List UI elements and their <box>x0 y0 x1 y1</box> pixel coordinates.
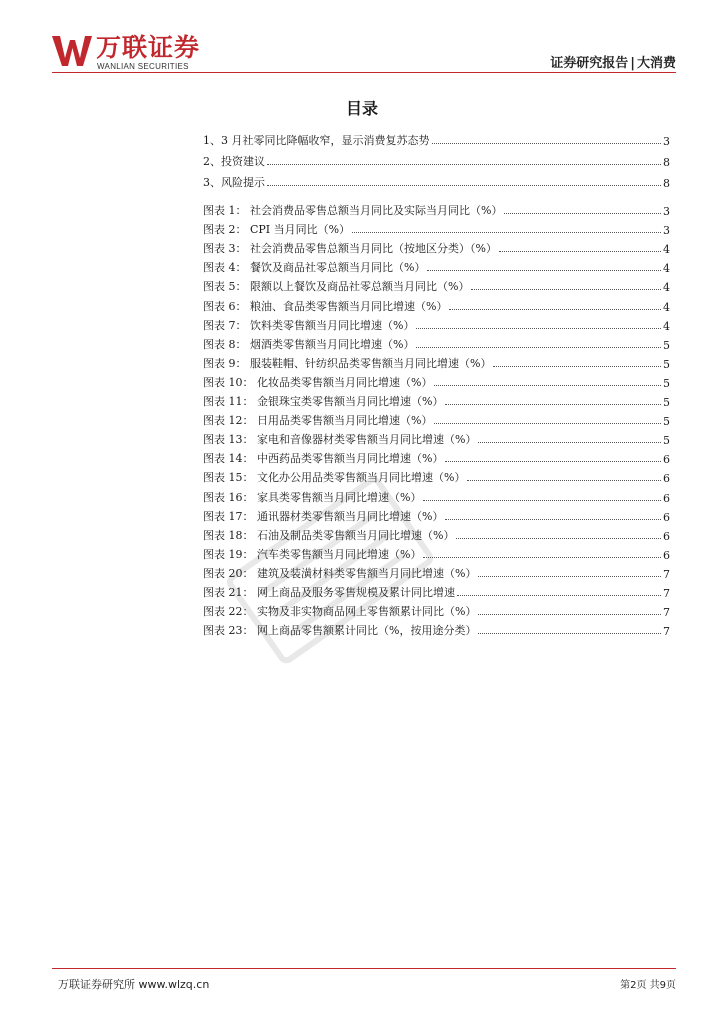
figure-leader-dots <box>478 442 661 443</box>
toc-entry[interactable] <box>203 127 670 148</box>
figure-leader-dots <box>434 385 661 386</box>
figure-entry-label: 图表 12： 日用品类零售额当月同比增速（%） <box>203 414 433 428</box>
figure-leader-dots <box>456 538 661 539</box>
figure-entry-label: 图表 8： 烟酒类零售额当月同比增速（%） <box>203 337 415 351</box>
figure-entry-label: 图表 20： 建筑及装潢材料类零售额当月同比增速（%） <box>203 566 477 580</box>
figure-entry-label: 图表 11： 金银珠宝类零售额当月同比增速（%） <box>203 395 444 409</box>
figure-leader-dots <box>478 614 661 615</box>
header-divider <box>52 72 676 73</box>
figure-leader-dots <box>467 480 661 481</box>
figure-entry-page: 3 <box>663 224 670 238</box>
figure-entry[interactable] <box>203 562 670 581</box>
figure-entry-page: 4 <box>663 300 670 314</box>
figure-entry-page: 4 <box>663 243 670 257</box>
figure-entry-page: 4 <box>663 281 670 295</box>
figure-leader-dots <box>416 328 661 329</box>
figure-entry-page: 6 <box>663 510 670 524</box>
figure-entry-label: 图表 15： 文化办公用品类零售额当月同比增速（%） <box>203 471 466 485</box>
figure-leader-dots <box>445 404 661 405</box>
figure-entry[interactable] <box>203 199 670 218</box>
toc-entry-page: 3 <box>663 135 670 148</box>
figure-leader-dots <box>449 309 661 310</box>
figure-entry-page: 7 <box>663 567 670 581</box>
figure-entry[interactable] <box>203 237 670 256</box>
figure-entry[interactable] <box>203 505 670 524</box>
figure-entry[interactable] <box>203 352 670 371</box>
figure-entry-page: 4 <box>663 262 670 276</box>
figure-list <box>203 199 670 638</box>
figure-entry[interactable] <box>203 543 670 562</box>
figure-entry[interactable] <box>203 600 670 619</box>
figure-entry-page: 5 <box>663 357 670 371</box>
figure-leader-dots <box>352 232 661 233</box>
figure-entry[interactable] <box>203 485 670 504</box>
figure-entry-label: 图表 1： 社会消费品零售总额当月同比及实际当月同比（%） <box>203 204 503 218</box>
figure-leader-dots <box>504 213 661 214</box>
figure-entry[interactable] <box>203 256 670 275</box>
figure-entry[interactable] <box>203 466 670 485</box>
figure-entry-page: 5 <box>663 376 670 390</box>
figure-leader-dots <box>445 461 661 462</box>
toc-leader-dots <box>267 185 661 186</box>
figure-entry-label: 图表 6： 粮油、食品类零售额当月同比增速（%） <box>203 299 448 313</box>
figure-entry-page: 5 <box>663 415 670 429</box>
figure-entry-label: 图表 2： CPI 当月同比（%） <box>203 223 351 237</box>
figure-entry[interactable] <box>203 428 670 447</box>
toc-leader-dots <box>432 143 662 144</box>
figure-entry-page: 6 <box>663 491 670 505</box>
toc-entry-label: 1、3 月社零同比降幅收窄，显示消费复苏态势 <box>203 134 430 147</box>
figure-entry[interactable] <box>203 294 670 313</box>
figure-entry[interactable] <box>203 447 670 466</box>
figure-entry-page: 4 <box>663 319 670 333</box>
figure-leader-dots <box>416 347 661 348</box>
figure-entry-label: 图表 23： 网上商品零售额累计同比（%，按用途分类） <box>203 624 477 638</box>
figure-entry[interactable] <box>203 619 670 638</box>
report-sector: 大消费 <box>636 56 676 71</box>
figure-entry-label: 图表 16： 家具类零售额当月同比增速（%） <box>203 490 422 504</box>
figure-entry[interactable] <box>203 218 670 237</box>
figure-entry-page: 5 <box>663 396 670 410</box>
figure-leader-dots <box>445 519 661 520</box>
footer-company-site: 万联证券研究所 www.wlzq.cn <box>58 978 210 991</box>
figure-entry[interactable] <box>203 390 670 409</box>
header-report-info <box>550 52 676 71</box>
figure-entry-page: 6 <box>663 548 670 562</box>
figure-entry-label: 图表 22： 实物及非实物商品网上零售额累计同比（%） <box>203 605 477 619</box>
toc-entry[interactable] <box>203 169 670 190</box>
figure-entry-page: 7 <box>663 606 670 620</box>
page-header <box>52 34 676 74</box>
header-separator: | <box>630 56 635 71</box>
report-type: 证券研究报告 <box>550 56 629 71</box>
figure-entry-label: 图表 14： 中西药品类零售额当月同比增速（%） <box>203 452 444 466</box>
figure-entry-page: 6 <box>663 529 670 543</box>
figure-leader-dots <box>427 270 661 271</box>
figure-leader-dots <box>493 366 661 367</box>
logo-cn-text: 万联证券 <box>96 33 201 62</box>
toc-leader-dots <box>267 164 661 165</box>
toc-entry-page: 8 <box>663 156 670 169</box>
figure-entry-label: 图表 21： 网上商品及服务零售规模及累计同比增速 <box>203 585 455 599</box>
figure-entry[interactable] <box>203 314 670 333</box>
figure-entry-page: 5 <box>663 338 670 352</box>
figure-entry[interactable] <box>203 333 670 352</box>
toc-entry[interactable] <box>203 148 670 169</box>
figure-entry-label: 图表 19： 汽车类零售额当月同比增速（%） <box>203 547 422 561</box>
figure-entry[interactable] <box>203 581 670 600</box>
toc-entry-label: 3、风险提示 <box>203 176 265 189</box>
figure-entry-label: 图表 9： 服装鞋帽、针纺织品类零售额当月同比增速（%） <box>203 356 492 370</box>
figure-entry-page: 7 <box>663 586 670 600</box>
figure-entry-label: 图表 4： 餐饮及商品社零总额当月同比（%） <box>203 261 426 275</box>
figure-entry-page: 5 <box>663 434 670 448</box>
figure-entry-label: 图表 13： 家电和音像器材类零售额当月同比增速（%） <box>203 433 477 447</box>
figure-entry-label: 图表 18： 石油及制品类零售额当月同比增速（%） <box>203 528 455 542</box>
logo-en-text: WANLIAN SECURITIES <box>97 62 189 71</box>
figure-leader-dots <box>457 595 661 596</box>
figure-entry[interactable] <box>203 275 670 294</box>
figure-leader-dots <box>499 251 661 252</box>
figure-entry[interactable] <box>203 524 670 543</box>
figure-entry-page: 7 <box>663 625 670 639</box>
figure-entry[interactable] <box>203 409 670 428</box>
toc-title: 目录 <box>345 99 378 118</box>
figure-leader-dots <box>478 633 661 634</box>
figure-entry-label: 图表 3： 社会消费品零售总额当月同比（按地区分类）（%） <box>203 242 497 256</box>
figure-leader-dots <box>478 576 661 577</box>
figure-entry-label: 图表 5： 限额以上餐饮及商品社零总额当月同比（%） <box>203 280 470 294</box>
figure-leader-dots <box>423 500 661 501</box>
figure-entry-label: 图表 10： 化妆品类零售额当月同比增速（%） <box>203 375 433 389</box>
toc-entry-page: 8 <box>663 177 670 190</box>
figure-entry-label: 图表 7： 饮料类零售额当月同比增速（%） <box>203 318 415 332</box>
toc-entry-label: 2、投资建议 <box>203 155 265 168</box>
wanlian-logo-icon <box>52 34 92 68</box>
toc-list <box>203 127 670 190</box>
footer-page-number: 第2页 共9页 <box>620 980 676 991</box>
figure-leader-dots <box>423 557 661 558</box>
footer-divider <box>52 968 676 969</box>
figure-entry-page: 6 <box>663 453 670 467</box>
figure-entry-label: 图表 17： 通讯器材类零售额当月同比增速（%） <box>203 509 444 523</box>
figure-entry[interactable] <box>203 371 670 390</box>
figure-leader-dots <box>434 423 661 424</box>
figure-entry-page: 3 <box>663 205 670 219</box>
figure-entry-page: 6 <box>663 472 670 486</box>
figure-leader-dots <box>471 289 661 290</box>
